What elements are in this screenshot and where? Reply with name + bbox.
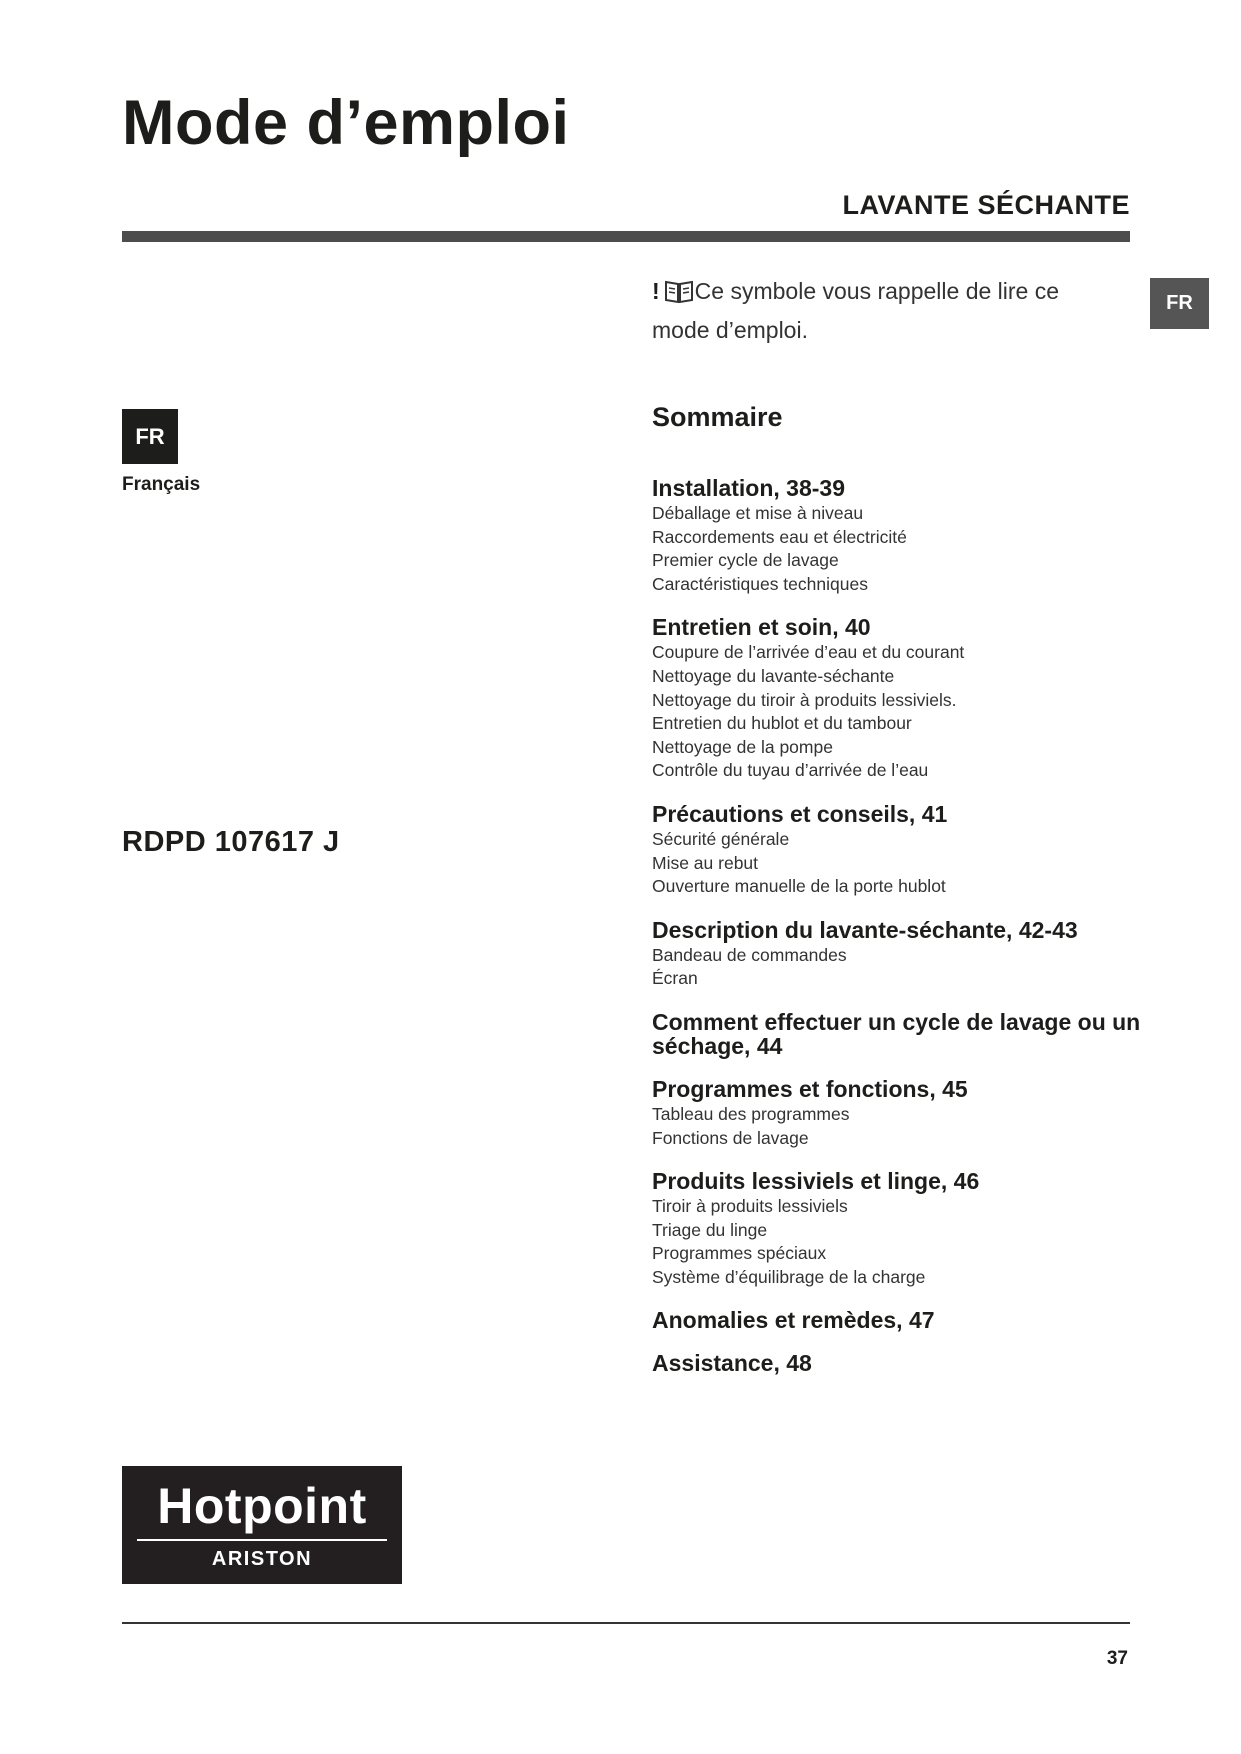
model-number: RDPD 107617 J	[122, 826, 340, 858]
toc-section-title: Précautions et conseils, 41	[652, 800, 948, 827]
brand-name: Hotpoint	[157, 1478, 367, 1534]
toc-section	[652, 1308, 1142, 1332]
toc-subitem: Écran	[652, 968, 698, 989]
toc-subitem: Caractéristiques techniques	[652, 573, 868, 594]
toc-section	[652, 802, 1142, 899]
toc-section-title: Description du lavante-séchante, 42-43	[652, 916, 1078, 943]
brand-subname: ARISTON	[211, 1548, 313, 1570]
toc-section-title: Anomalies et remèdes, 47	[652, 1307, 935, 1334]
toc-subitem: Triage du linge	[652, 1219, 768, 1240]
toc-subitem: Programmes spéciaux	[652, 1243, 827, 1264]
toc-subitems	[652, 1195, 1142, 1289]
toc-section	[652, 1077, 1142, 1150]
language-badge: FR	[122, 409, 178, 464]
toc-section-title: Entretien et soin, 40	[652, 614, 871, 641]
toc-subitem: Nettoyage du lavante-séchante	[652, 665, 895, 686]
brand-logo	[122, 1466, 402, 1584]
product-type: LAVANTE SÉCHANTE	[842, 190, 1130, 220]
header-rule	[122, 231, 1130, 242]
toc-subitem: Mise au rebut	[652, 852, 759, 873]
toc-subitem: Coupure de l’arrivée d’eau et du courant	[652, 642, 965, 663]
toc-subitem: Fonctions de lavage	[652, 1127, 809, 1148]
toc-subitem: Nettoyage de la pompe	[652, 736, 833, 757]
toc-section	[652, 1169, 1142, 1289]
language-side-tab: FR	[1150, 278, 1209, 329]
notice-text: Ce symbole vous rappelle de lire ce mode d’emploi.	[652, 278, 1060, 343]
toc-section	[652, 1010, 1142, 1058]
toc-subitem: Déballage et mise à niveau	[652, 503, 864, 523]
toc-title: Sommaire	[652, 402, 783, 432]
toc-section	[652, 918, 1142, 991]
toc-subitem: Ouverture manuelle de la porte hublot	[652, 876, 946, 897]
toc-subitem: Tableau des programmes	[652, 1103, 850, 1124]
toc-section-title: Programmes et fonctions, 45	[652, 1075, 968, 1102]
toc-section	[652, 1351, 1142, 1375]
toc-subitem: Premier cycle de lavage	[652, 550, 839, 571]
toc-section-title: Comment effectuer un cycle de lavage ou un séchage, 44	[652, 1008, 1141, 1059]
toc-subitem: Tiroir à produits lessiviels	[652, 1196, 848, 1217]
book-icon	[664, 278, 694, 313]
toc-subitem: Système d’équilibrage de la charge	[652, 1266, 926, 1287]
toc-section-title: Produits lessiviels et linge, 46	[652, 1168, 980, 1195]
toc-section	[652, 615, 1142, 783]
footer-rule	[122, 1622, 1130, 1624]
toc-subitems	[652, 1103, 1142, 1150]
toc-subitems	[652, 502, 1142, 596]
toc-subitem: Raccordements eau et électricité	[652, 526, 907, 547]
toc-subitem: Nettoyage du tiroir à produits lessiviels.	[652, 689, 957, 710]
toc-subitems	[652, 828, 1142, 899]
toc-section-title: Assistance, 48	[652, 1350, 812, 1377]
exclamation-mark: !	[652, 278, 660, 304]
language-name: Français	[122, 474, 201, 495]
toc-section-title: Installation, 38-39	[652, 475, 846, 501]
toc-section	[652, 476, 1142, 596]
toc-subitems	[652, 944, 1142, 991]
read-manual-notice	[652, 274, 1092, 347]
toc-subitem: Contrôle du tuyau d’arrivée de l’eau	[652, 760, 929, 781]
toc-subitems	[652, 641, 1142, 783]
page-number: 37	[1106, 1648, 1128, 1669]
table-of-contents	[652, 476, 1142, 1394]
document-title: Mode d’emploi	[122, 88, 570, 158]
toc-subitem: Sécurité générale	[652, 828, 790, 849]
toc-subitem: Entretien du hublot et du tambour	[652, 713, 912, 734]
toc-subitem: Bandeau de commandes	[652, 944, 847, 965]
logo-divider	[137, 1539, 387, 1541]
